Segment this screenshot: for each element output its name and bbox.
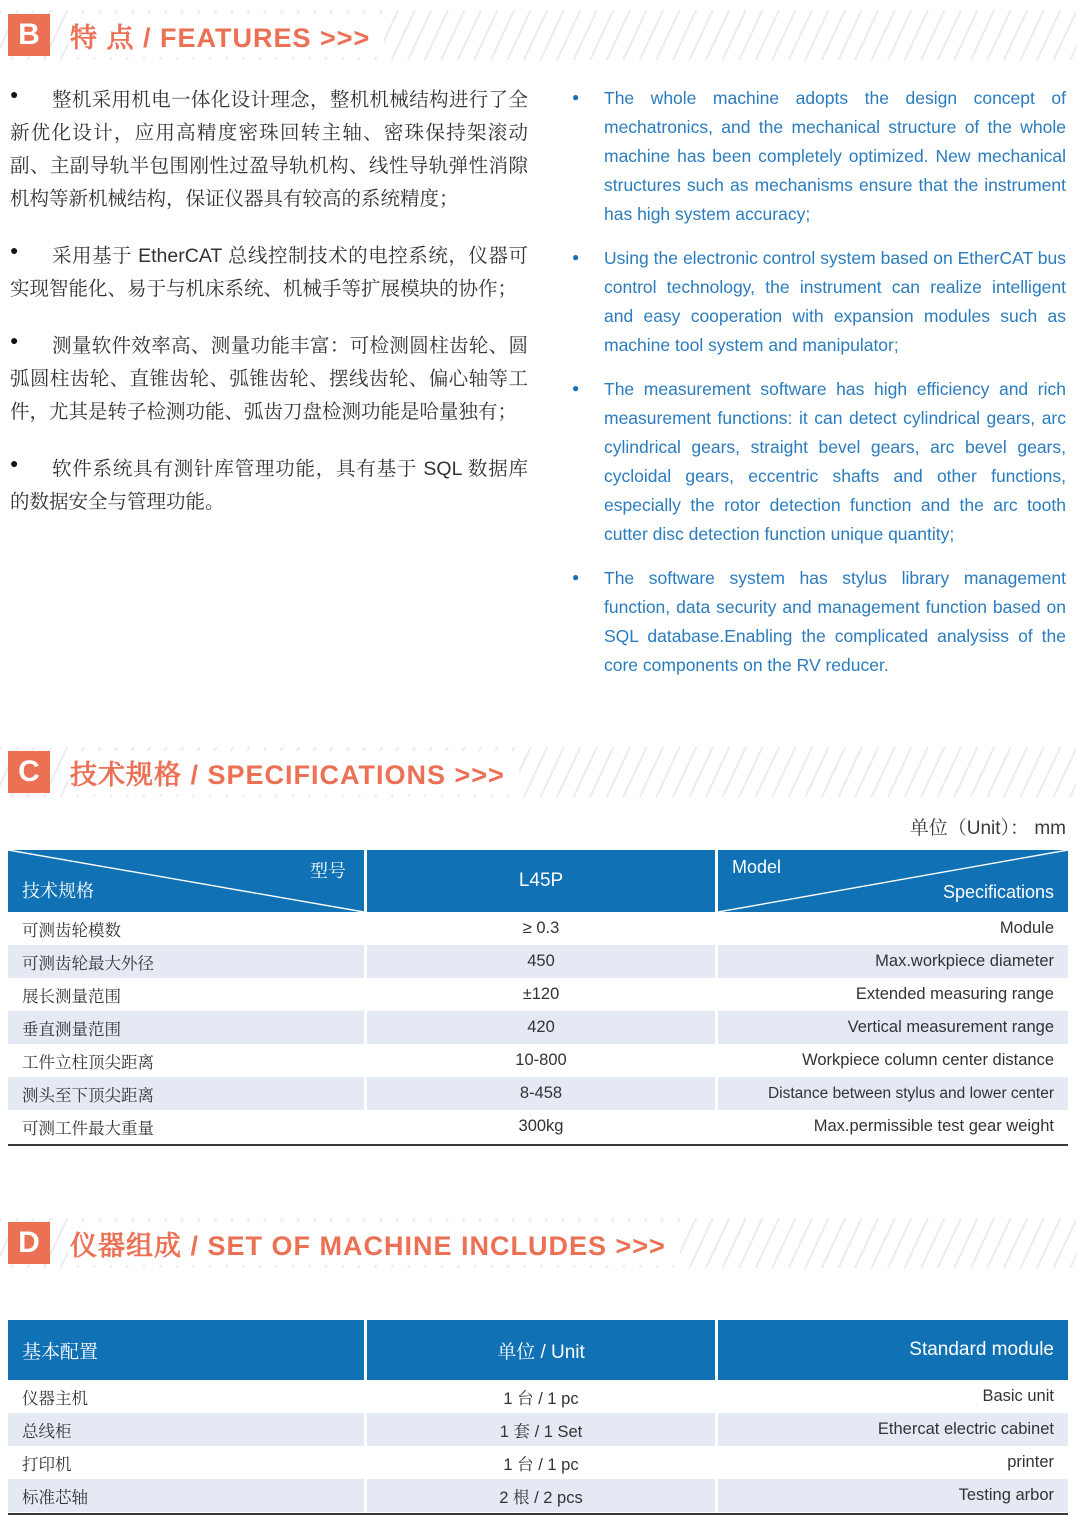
section-header-specifications bbox=[0, 747, 1076, 797]
header-standard-module: Standard module bbox=[718, 1320, 1068, 1380]
table-row bbox=[8, 1077, 1068, 1110]
include-name-zh: 总线柜 bbox=[8, 1413, 364, 1446]
header-cell-diagonal-right bbox=[718, 850, 1068, 912]
spec-name-en: Vertical measurement range bbox=[718, 1011, 1068, 1044]
spec-value: 420 bbox=[367, 1011, 715, 1044]
spec-name-zh: 可测齿轮模数 bbox=[22, 921, 121, 940]
section-tag-d: D bbox=[8, 1222, 50, 1264]
include-name-zh: 标准芯轴 bbox=[8, 1479, 364, 1512]
feature-text-en: ● Using the electronic control system based on EtherCAT bus control technology, the instrument can realize intelligent and easy cooperation with expansion modules such as machine tool system and manipulator; bbox=[604, 248, 1066, 355]
spec-value: 450 bbox=[367, 945, 715, 978]
header-cell-diagonal-left bbox=[8, 850, 364, 912]
spec-name-zh: 可测工件最大重量 bbox=[22, 1119, 154, 1138]
table-row bbox=[8, 1110, 1068, 1143]
includes-table bbox=[8, 1320, 1068, 1515]
feature-bullet-en bbox=[572, 244, 1066, 360]
feature-text-en: ● The whole machine adopts the design concept of mechatronics, and the mechanical structure of the whole machine has been completely optimized. New mechanical structures such as mechanisms ensure that the instrument has high system accuracy; bbox=[604, 88, 1066, 224]
spec-value: 10-800 bbox=[515, 1051, 567, 1069]
table-row bbox=[8, 1011, 1068, 1044]
section-tag-b: B bbox=[8, 14, 50, 56]
section-title-features: 特 点 / FEATURES >>> bbox=[68, 14, 384, 57]
feature-bullet-en bbox=[572, 84, 1066, 229]
include-name-en: Testing arbor bbox=[718, 1479, 1068, 1512]
section-header-includes bbox=[0, 1218, 1076, 1268]
table-row bbox=[8, 1044, 1068, 1077]
feature-bullet-zh bbox=[10, 330, 528, 429]
feature-bullet-zh bbox=[10, 453, 528, 519]
spec-name-zh: 可测齿轮最大外径 bbox=[8, 945, 364, 978]
header-spec-label-en: Specifications bbox=[942, 882, 1054, 902]
header-model-label-en: Model bbox=[732, 857, 782, 877]
features-english-column bbox=[572, 84, 1066, 695]
spec-value: ≥ 0.3 bbox=[522, 919, 560, 937]
spec-name-en: Module bbox=[999, 919, 1054, 937]
spec-name-en: Distance between stylus and lower center bbox=[718, 1077, 1068, 1110]
feature-bullet-en bbox=[572, 375, 1066, 549]
feature-bullet-zh bbox=[10, 84, 528, 216]
specifications-table bbox=[8, 850, 1068, 1146]
include-qty: 1 台 / 1 pc bbox=[503, 1389, 579, 1408]
include-name-en: Basic unit bbox=[982, 1387, 1054, 1405]
include-name-zh: 仪器主机 bbox=[22, 1389, 88, 1408]
include-name-en: printer bbox=[1007, 1453, 1054, 1471]
spec-name-en: Workpiece column center distance bbox=[802, 1051, 1054, 1069]
feature-text-zh: ● 采用基于 EtherCAT 总线控制技术的电控系统，仪器可实现智能化、易于与机床系统、机械手等扩展模块的协作； bbox=[10, 245, 528, 300]
section-title-specifications: 技术规格 / SPECIFICATIONS >>> bbox=[68, 751, 519, 794]
header-basic-config: 基本配置 bbox=[8, 1320, 364, 1380]
include-qty: 1 台 / 1 pc bbox=[503, 1455, 579, 1474]
table-row bbox=[8, 1413, 1068, 1446]
feature-text-zh: ● 整机采用机电一体化设计理念，整机机械结构进行了全新优化设计，应用高精度密珠回转主轴、密珠保持架滚动副、主副导轨半包围刚性过盈导轨机构、线性导轨弹性消隙机构等新机械结构，保证仪器具有较高的系统精度； bbox=[10, 89, 528, 210]
unit-note: 单位（Unit）： mm bbox=[909, 818, 1066, 839]
include-name-zh: 打印机 bbox=[22, 1455, 72, 1474]
includes-table-header bbox=[8, 1320, 1068, 1380]
include-name-en: Ethercat electric cabinet bbox=[718, 1413, 1068, 1446]
table-row bbox=[8, 945, 1068, 978]
spec-value: ±120 bbox=[522, 985, 560, 1003]
feature-bullet-zh bbox=[10, 240, 528, 306]
spec-name-en: Extended measuring range bbox=[855, 985, 1054, 1003]
feature-text-zh: ● 测量软件效率高、测量功能丰富：可检测圆柱齿轮、圆弧圆柱齿轮、直锥齿轮、弧锥齿轮、摆线齿轮、偏心轴等工件，尤其是转子检测功能、弧齿刀盘检测功能是哈量独有； bbox=[10, 335, 528, 423]
table-bottom-rule bbox=[8, 1144, 1068, 1146]
table-row bbox=[8, 1446, 1068, 1479]
feature-text-zh: ● 软件系统具有测针库管理功能，具有基于 SQL 数据库的数据安全与管理功能。 bbox=[10, 458, 528, 513]
features-chinese-column bbox=[10, 84, 528, 695]
include-qty: 2 根 / 2 pcs bbox=[367, 1479, 715, 1512]
include-qty: 1 套 / 1 Set bbox=[367, 1413, 715, 1446]
spec-name-en: Max.workpiece diameter bbox=[718, 945, 1068, 978]
header-model-label-zh: 型号 bbox=[310, 861, 346, 881]
table-row bbox=[8, 1380, 1068, 1413]
table-row bbox=[8, 1479, 1068, 1512]
spec-name-zh: 工件立柱顶尖距离 bbox=[22, 1053, 154, 1072]
table-row bbox=[8, 978, 1068, 1011]
section-tag-c: C bbox=[8, 751, 50, 793]
section-title-includes: 仪器组成 / SET OF MACHINE INCLUDES >>> bbox=[68, 1222, 680, 1265]
spec-name-en: Max.permissible test gear weight bbox=[813, 1117, 1054, 1135]
features-columns bbox=[0, 60, 1076, 695]
table-row bbox=[8, 912, 1068, 945]
spec-name-zh: 垂直测量范围 bbox=[8, 1011, 364, 1044]
section-header-features bbox=[0, 10, 1076, 60]
spec-value: 8-458 bbox=[367, 1077, 715, 1110]
spec-value: 300kg bbox=[518, 1117, 564, 1135]
header-unit: 单位 / Unit bbox=[367, 1320, 715, 1380]
header-spec-label-zh: 技术规格 bbox=[22, 881, 94, 901]
feature-text-en: ● The software system has stylus library management function, data security and management function based on SQL database.Enabling the complicated analysiss of the core components on the RV reducer. bbox=[604, 568, 1066, 675]
feature-bullet-en bbox=[572, 564, 1066, 680]
header-model-value: L45P bbox=[367, 850, 715, 912]
spec-name-zh: 展长测量范围 bbox=[22, 987, 121, 1006]
specifications-table-header bbox=[8, 850, 1068, 912]
feature-text-en: ● The measurement software has high efficiency and rich measurement functions: it can detect cylindrical gears, arc cylindrical gears, straight bevel gears, arc bevel gears, cycloidal gears, eccentric shafts and other functions, especially the rotor detection function and the arc tooth cutter disc detection function unique quantity; bbox=[604, 379, 1066, 544]
spec-name-zh: 测头至下顶尖距离 bbox=[8, 1077, 364, 1110]
